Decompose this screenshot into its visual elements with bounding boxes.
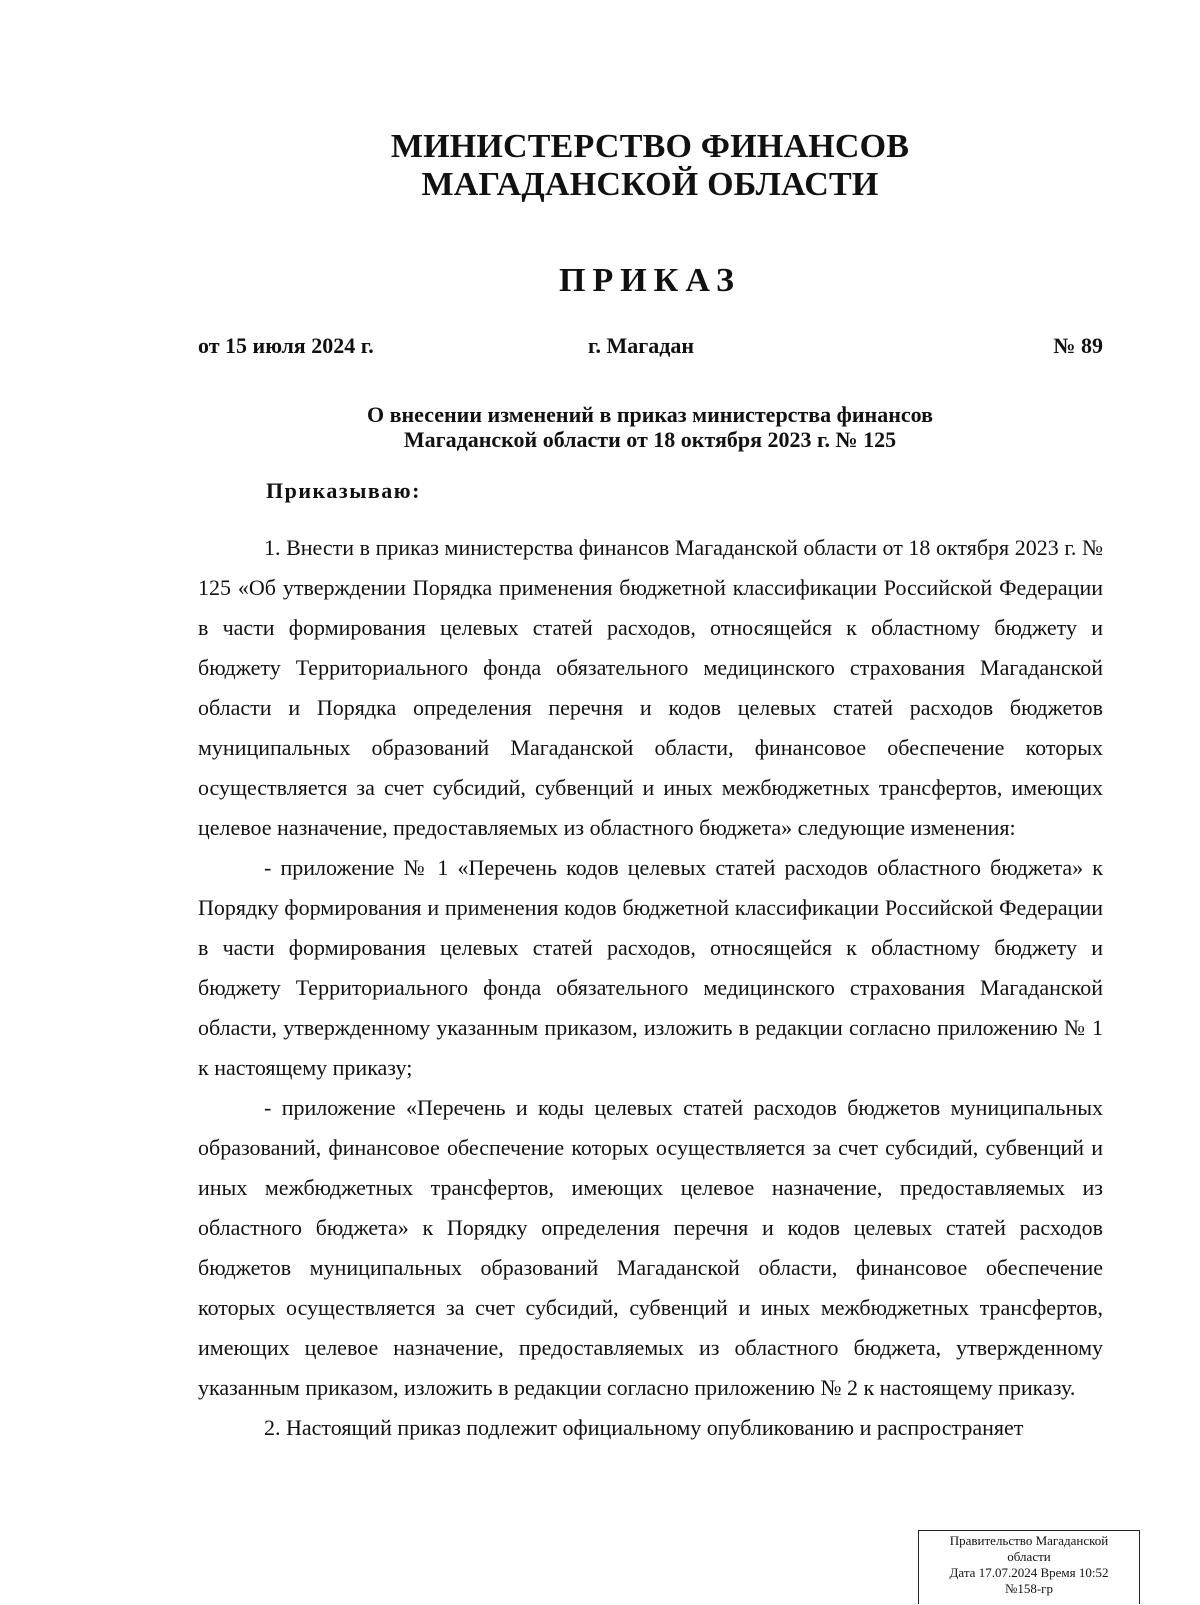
stamp-line-4: №158-гр <box>1004 1581 1054 1596</box>
paragraph-appendix-1: - приложение № 1 «Перечень кодов целевых статей расходов областного бюджета» к Порядку формирования и применения кодов бюджетной классификации Российской Федерации в части формирования целевых статей расходов, относящейся к областному бюджету и бюджету Территориального фонда обязательного медицинского страхования Магаданской области, утвержденному указанным приказом, изложить в редакции согласно приложению № 1 к настоящему приказу; <box>198 855 1103 1080</box>
order-date: от 15 июля 2024 г. <box>198 333 374 358</box>
stamp-line-3: Дата 17.07.2024 Время 10:52 <box>949 1565 1109 1580</box>
stamp-line-2: области <box>1007 1549 1051 1564</box>
subject-line-2: Магаданской области от 18 октября 2023 г. № 125 <box>403 427 897 452</box>
order-meta-row <box>198 333 1103 363</box>
doc-type-title: ПРИКАЗ <box>559 262 741 299</box>
decree-word: Приказываю: <box>266 478 421 503</box>
ministry-line-2: МАГАДАНСКОЙ ОБЛАСТИ <box>421 166 879 203</box>
registration-stamp <box>918 1530 1140 1604</box>
order-city: г. Магадан <box>588 333 695 358</box>
paragraph-1: 1. Внести в приказ министерства финансов Магаданской области от 18 октября 2023 г. № 125 «Об утверждении Порядка применения бюджетной классификации Российской Федерации в части формирования целевых статей расходов, относящейся к областному бюджету и бюджету Территориального фонда обязательного медицинского страхования Магаданской области и Порядка определения перечня и кодов целевых статей расходов бюджетов муниципальных образований Магаданской области, финансовое обеспечение которых осуществляется за счет субсидий, субвенций и иных межбюджетных трансфертов, имеющих целевое назначение, предоставляемых из областного бюджета» следующие изменения: <box>198 535 1103 840</box>
order-subject <box>300 402 1000 452</box>
ministry-line-1: МИНИСТЕРСТВО ФИНАНСОВ <box>390 128 910 165</box>
order-number: № 89 <box>1053 333 1103 358</box>
order-body <box>198 528 1103 1448</box>
subject-line-1: О внесении изменений в приказ министерства финансов <box>367 402 933 427</box>
paragraph-2: 2. Настоящий приказ подлежит официальному опубликованию и распространяет <box>264 1415 1024 1440</box>
stamp-line-1: Правительство Магаданской <box>949 1533 1109 1548</box>
paragraph-appendix-2: - приложение «Перечень и коды целевых статей расходов бюджетов муниципальных образований, финансовое обеспечение которых осуществляется за счет субсидий, субвенций и иных межбюджетных трансфертов, имеющих целевое назначение, предоставляемых из областного бюджета» к Порядку определения перечня и кодов целевых статей расходов бюджетов муниципальных образований Магаданской области, финансовое обеспечение которых осуществляется за счет субсидий, субвенций и иных межбюджетных трансфертов, имеющих целевое назначение, предоставляемых из областного бюджета, утвержденному указанным приказом, изложить в редакции согласно приложению № 2 к настоящему приказу. <box>198 1095 1103 1400</box>
ministry-heading <box>0 128 1200 204</box>
